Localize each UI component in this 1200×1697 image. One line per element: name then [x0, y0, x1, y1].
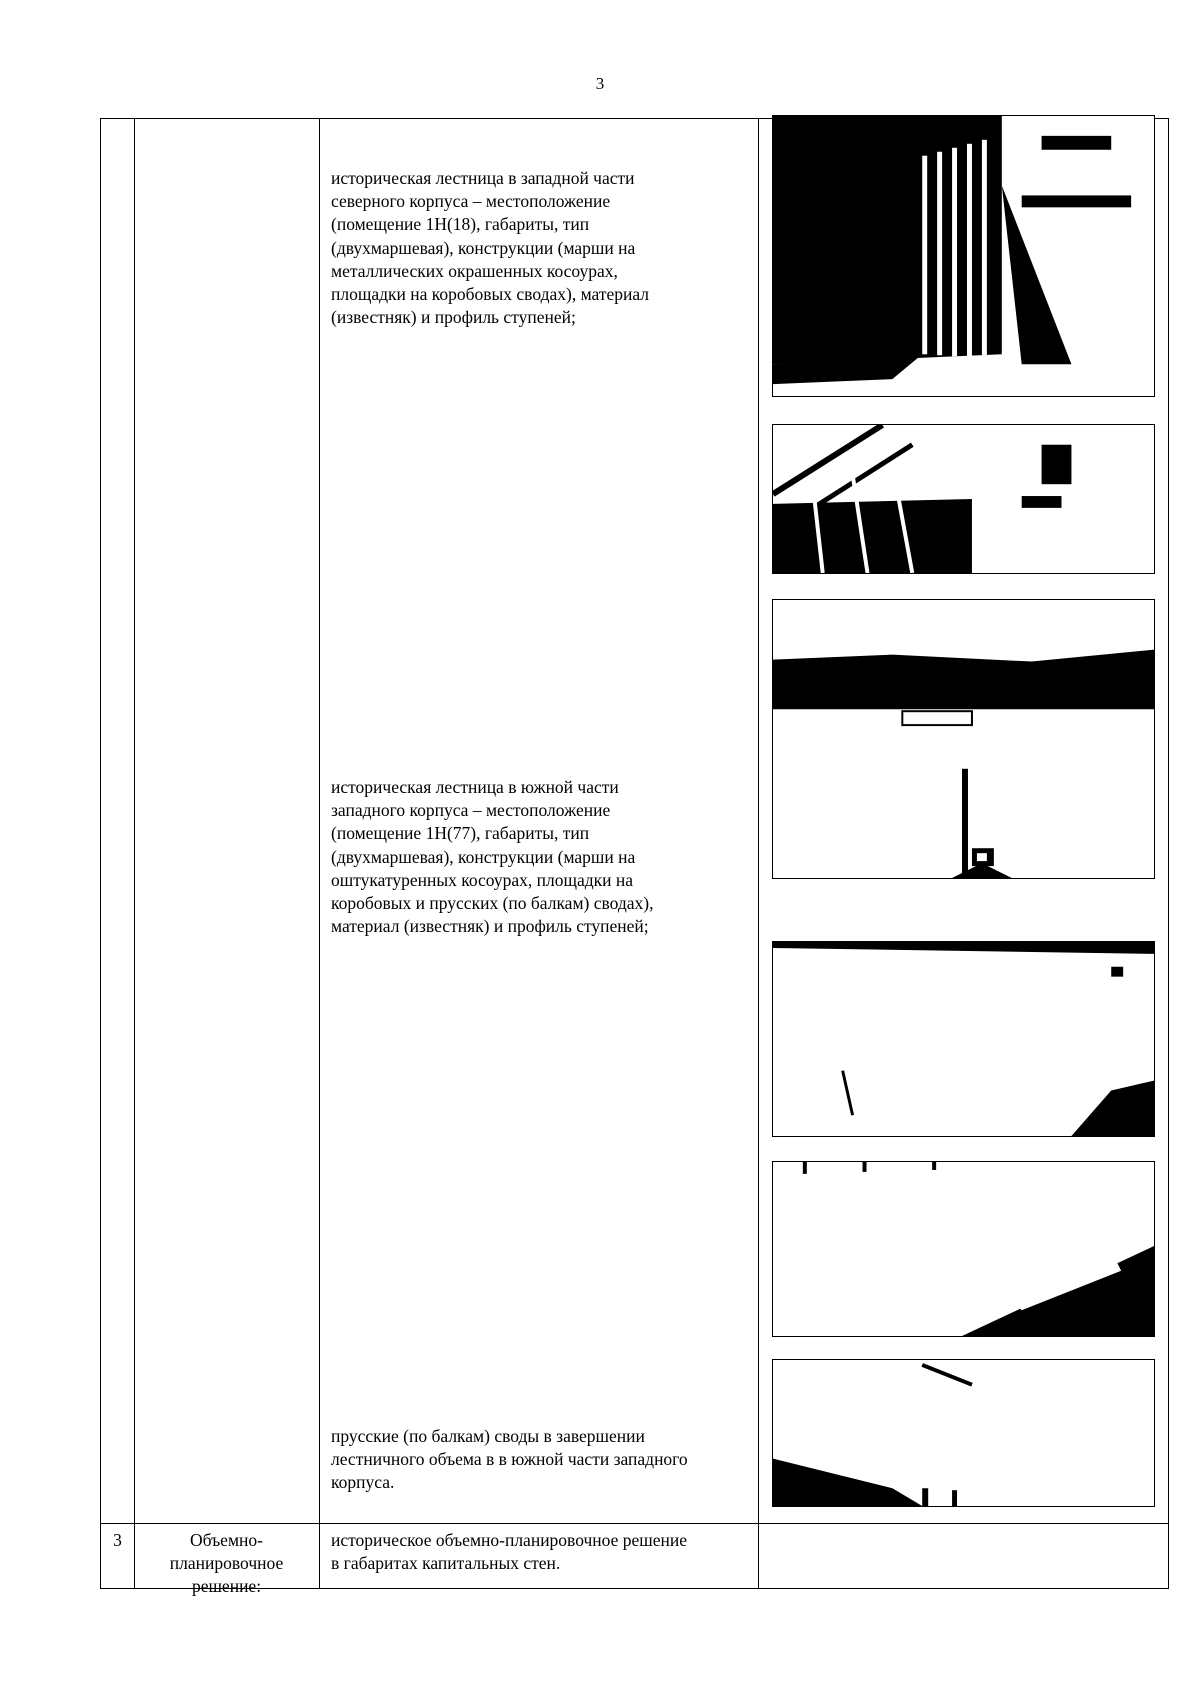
- entry-south-staircase: историческая лестница в южной части западного корпуса – местоположение (помещение 1Н(77), габариты, тип (двухмаршевая), конструкции (марши на оштукатуренных косоурах, площадки на коробовых и прусских (по балкам) сводах), материал (известняк) и профиль ступеней;: [331, 777, 654, 937]
- column-divider: [758, 119, 759, 1588]
- vault-arch-photo: [772, 599, 1155, 879]
- vault-ceiling-photo: [772, 941, 1155, 1137]
- protection-subject-table: [100, 118, 1169, 1596]
- column-divider: [319, 119, 320, 1588]
- section-description: историческое объемно-планировочное решение в габаритах капитальных стен.: [331, 1530, 688, 1574]
- section-name: Объемно- планировочное решение:: [169, 1530, 284, 1596]
- entry-prussian-vaults: прусские (по балкам) своды в завершении лестничного объема в в южной части западного корпуса.: [331, 1426, 688, 1493]
- row-number: 3: [113, 1530, 122, 1550]
- row-divider: [101, 1523, 1168, 1524]
- entry-north-staircase: историческая лестница в западной части северного корпуса – местоположение (помещение 1Н(18), габариты, тип (двухмаршевая), конструкции (марши на металлических окрашенных косоурах, площадки на коробовых сводах), материал (известняк) и профиль ступеней;: [331, 168, 650, 328]
- column-divider: [134, 119, 135, 1588]
- staircase-railing-photo: [772, 115, 1155, 397]
- page-number: 3: [595, 74, 605, 93]
- stair-underside-photo: [772, 1161, 1155, 1337]
- staircase-flight-photo: [772, 424, 1155, 574]
- prussian-vault-photo: [772, 1359, 1155, 1507]
